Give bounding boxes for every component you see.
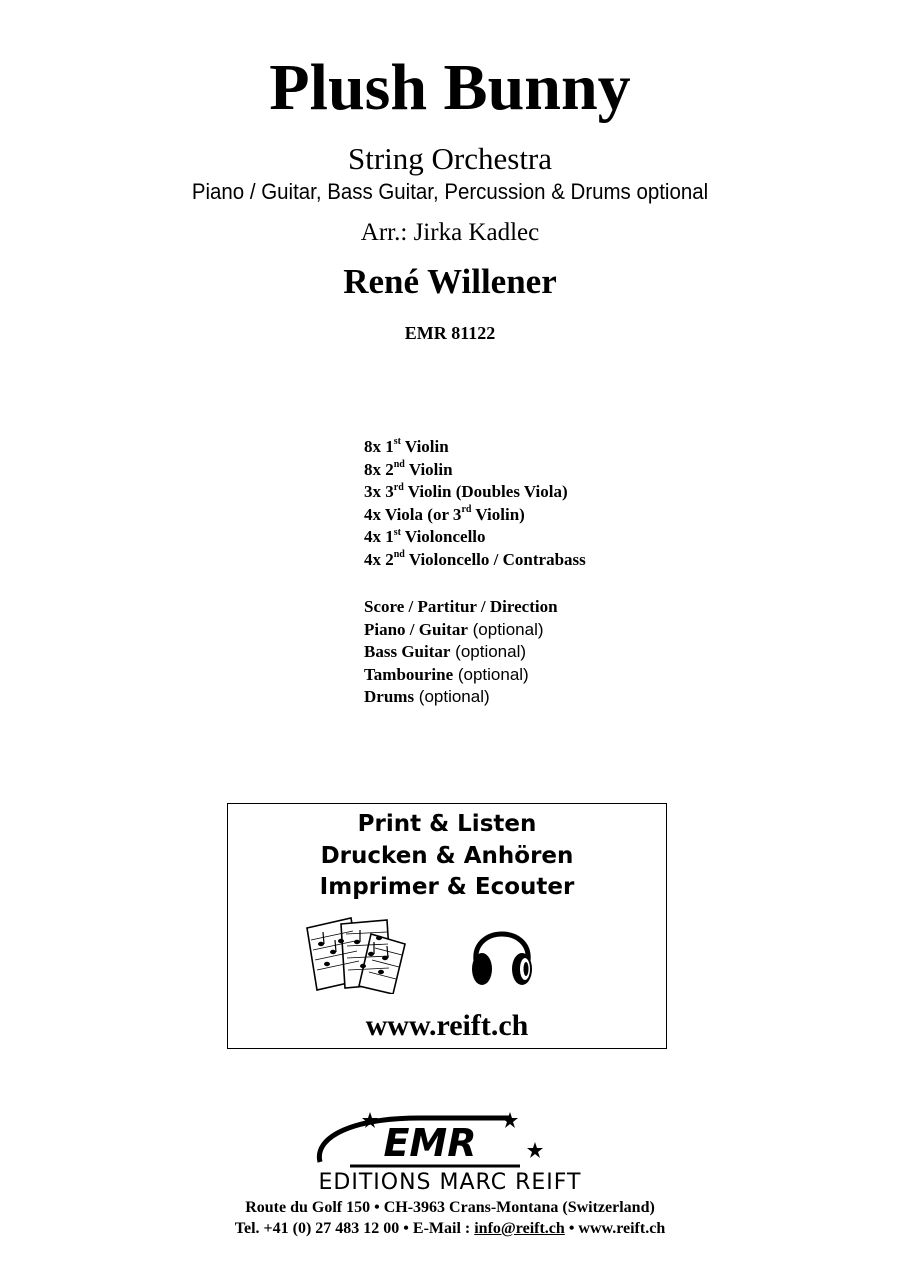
emr-logo — [310, 1108, 550, 1172]
part-row: Tambourine (optional) — [364, 664, 529, 684]
promo-website[interactable]: www.reift.ch — [365, 1009, 529, 1042]
publisher-name: EDITIONS MARC REIFT — [318, 1170, 582, 1195]
part-row: Bass Guitar (optional) — [364, 642, 527, 662]
extra-parts-list — [364, 596, 804, 709]
part-row: Drums (optional) — [364, 687, 490, 707]
part-row: 4x 2nd Violoncello / Contrabass — [364, 549, 586, 569]
part-row: 8x 2nd Violin — [364, 458, 453, 479]
promo-line-fr: Imprimer & Ecouter — [319, 874, 575, 900]
catalog-number: EMR 81122 — [404, 323, 496, 343]
arranger-credit: Arr.: Jirka Kadlec — [360, 219, 540, 246]
promo-line-en: Print & Listen — [357, 811, 537, 837]
part-row: 4x Viola (or 3rd Violin) — [364, 504, 525, 524]
instrumentation-line: Piano / Guitar, Bass Guitar, Percussion & Drums optional — [191, 179, 709, 204]
composer-name: René Willener — [343, 262, 557, 301]
email-link[interactable]: info@reift.ch — [474, 1220, 565, 1237]
part-row: 8x 1st Violin — [364, 436, 449, 456]
promo-line-de: Drucken & Anhören — [320, 843, 574, 869]
part-row: 4x 1st Violoncello — [364, 526, 486, 547]
ensemble-subtitle: String Orchestra — [347, 141, 553, 176]
star-icon — [527, 1142, 543, 1158]
logo-wordmark: EMR — [383, 1121, 477, 1165]
part-row: Score / Partitur / Direction — [364, 597, 558, 616]
part-row: Piano / Guitar (optional) — [364, 619, 544, 639]
publisher-address: Route du Golf 150 • CH-3963 Crans-Montana (Switzerland) — [245, 1199, 655, 1216]
string-parts-list — [364, 436, 804, 572]
headphones-icon — [468, 917, 536, 989]
part-row: 3x 3rd Violin (Doubles Viola) — [364, 481, 568, 502]
publisher-contact: Tel. +41 (0) 27 483 12 00 • E-Mail : info@reift.ch • www.reift.ch — [234, 1220, 666, 1237]
print-listen-box — [227, 803, 667, 1049]
page-title: Plush Bunny — [269, 51, 631, 124]
sheet-music-icon — [301, 914, 413, 994]
